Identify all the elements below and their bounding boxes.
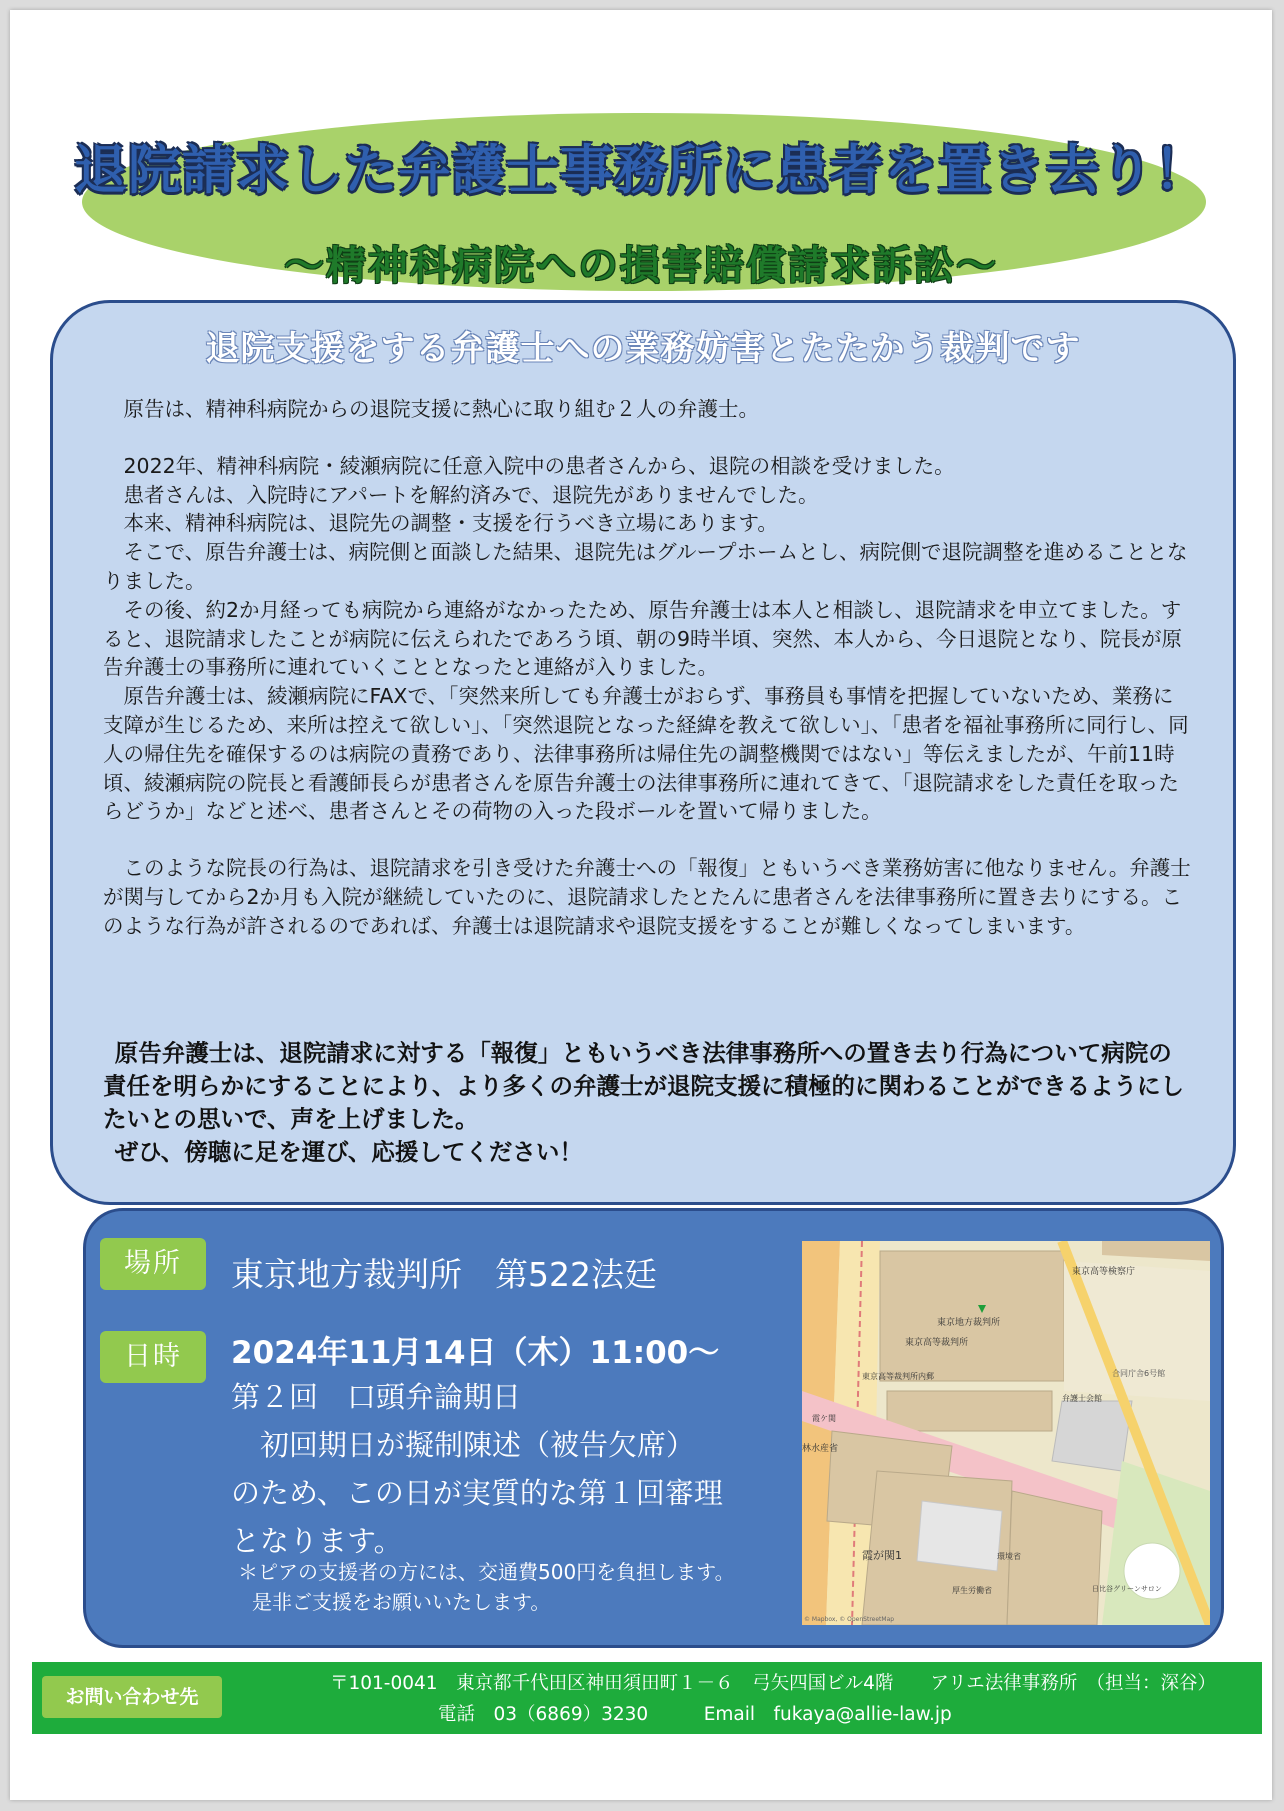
- detail-line: 初回期日が擬制陳述（被告欠席）: [231, 1428, 696, 1462]
- map-copyright: © Mapbox, © OpenStreetMap: [804, 1616, 895, 1623]
- paragraph: 原告は、精神科病院からの退院支援に熱心に取り組む２人の弁護士。: [123, 397, 759, 421]
- contact-address: 〒101-0041 東京都千代田区神田須田町１－６ 弓矢四国ビル4階 アリエ法律事務所 （担当：深谷）: [330, 1673, 1216, 1694]
- contact-label: お問い合わせ先: [42, 1676, 222, 1718]
- detail-line: となります。: [231, 1524, 403, 1558]
- map-building: [917, 1501, 1002, 1571]
- court-building: [880, 1251, 1064, 1381]
- appeal-call: ぜひ、傍聴に足を運び、応援してください！: [114, 1138, 583, 1166]
- map-building: [887, 1391, 1052, 1431]
- paragraph: 本来、精神科病院は、退院先の調整・支援を行うべき立場にあります。: [123, 511, 778, 536]
- appeal-text: [103, 1037, 1193, 1169]
- appeal-paragraph: 原告弁護士は、退院請求に対する「報復」ともいうべき法律事務所への置き去り行為について病院の責任を明らかにすることにより、より多くの弁護士が退院支援に積極的に関わることができるようにしたいとの思いで、声を上げました。: [103, 1039, 1184, 1133]
- contact-phone-email: 電話 03（6869）3230 Email fukaya@allie-law.jp: [438, 1704, 952, 1725]
- support-note: [238, 1557, 735, 1617]
- session-detail: [231, 1373, 723, 1565]
- map-svg: [802, 1241, 1210, 1625]
- paragraph: このような院長の行為は、退院請求を引き受けた弁護士への「報復」ともいうべき業務妨害に他なりません。弁護士が関与してから2か月も入院が継続していたのに、退院請求したとたんに患者さんを法律事務所に置き去りにする。このような行為が許されるのであれば、弁護士は退院請求や退院支援をすることが難しくなってしまいます。: [103, 856, 1191, 938]
- flyer-subtitle: ～精神科病院への損害賠償請求訴訟～: [284, 243, 998, 289]
- flyer-page: [10, 10, 1272, 1800]
- detail-line: のため、この日が実質的な第１回審理: [231, 1476, 723, 1510]
- court-map[interactable]: [802, 1241, 1210, 1625]
- place-tag: 場所: [100, 1238, 206, 1290]
- paragraph: そこで、原告弁護士は、病院側と面談した結果、退院先はグループホームとし、病院側で退院調整を進めることとなりました。: [103, 540, 1188, 593]
- map-label: 霞ケ関: [812, 1414, 836, 1423]
- paragraph: 2022年、精神科病院・綾瀬病院に任意入院中の患者さんから、退院の相談を受けました。: [123, 453, 955, 478]
- map-building: [1007, 1491, 1102, 1625]
- event-info-box: [83, 1208, 1224, 1648]
- map-label: 東京高等裁判所: [905, 1338, 969, 1348]
- flyer-title: 退院請求した弁護士事務所に患者を置き去り！: [74, 140, 1208, 201]
- map-label: 霞が関1: [862, 1549, 902, 1562]
- map-label: 東京高等検察庁: [1072, 1267, 1136, 1277]
- paragraph: 原告弁護士は、綾瀬病院にFAXで、「突然来所しても弁護士がおらず、事務員も事情を把握していないため、業務に支障が生じるため、来所は控えて欲しい」、「突然退院となった経緯を教えて欲しい」、「患者を福祉事務所に同行し、同人の帰住先を確保するのは病院の責務であり、法律事務所は帰住先の調整機関ではない」等伝えましたが、午前11時頃、綾瀬病院の院長と看護師長らが患者さんを原告弁護士の法律事務所に連れてきて、「退院請求をした責任を取ったらどうか」などと述べ、患者さんとその荷物の入った段ボールを置いて帰りました。: [103, 684, 1189, 824]
- main-content-box: [50, 300, 1236, 1205]
- paragraph: その後、約2か月経っても病院から連絡がなかったため、原告弁護士は本人と相談し、退院請求を申立てました。すると、退院請求したことが病院に伝えられたであろう頃、朝の9時半頃、突然、本人から、今日退院となり、院長が原告弁護士の事務所に連れていくこととなったと連絡が入りました。: [103, 597, 1183, 680]
- main-heading: 退院支援をする弁護士への業務妨害とたたかう裁判です: [205, 329, 1081, 369]
- map-label: 東京高等裁判所内郵: [862, 1372, 934, 1381]
- map-label: 環境省: [997, 1552, 1021, 1561]
- body-text: [103, 395, 1193, 941]
- contact-footer: [32, 1662, 1262, 1734]
- note-line: ＊ピアの支援者の方には、交通費500円を負担します。: [238, 1560, 735, 1584]
- note-line: 是非ご支援をお願いいたします。: [252, 1590, 551, 1614]
- map-label: 弁護士会館: [1062, 1394, 1102, 1403]
- map-block: [1064, 1261, 1210, 1401]
- paragraph: 患者さんは、入院時にアパートを解約済みで、退院先がありませんでした。: [123, 482, 819, 507]
- bar-association-building: [1052, 1401, 1132, 1471]
- date-text: 2024年11月14日（木）11:00～: [231, 1335, 720, 1371]
- map-label: 日比谷グリーンサロン: [1092, 1585, 1162, 1593]
- date-tag: 日時: [100, 1331, 206, 1383]
- map-label: 合同庁舎6号館: [1112, 1369, 1166, 1378]
- map-label: 厚生労働省: [952, 1586, 992, 1595]
- map-label: 東京地方裁判所: [937, 1318, 1001, 1328]
- detail-line: 第２回 口頭弁論期日: [231, 1380, 522, 1414]
- map-label: 林水産省: [802, 1444, 839, 1454]
- place-text: 東京地方裁判所 第522法廷: [231, 1255, 657, 1294]
